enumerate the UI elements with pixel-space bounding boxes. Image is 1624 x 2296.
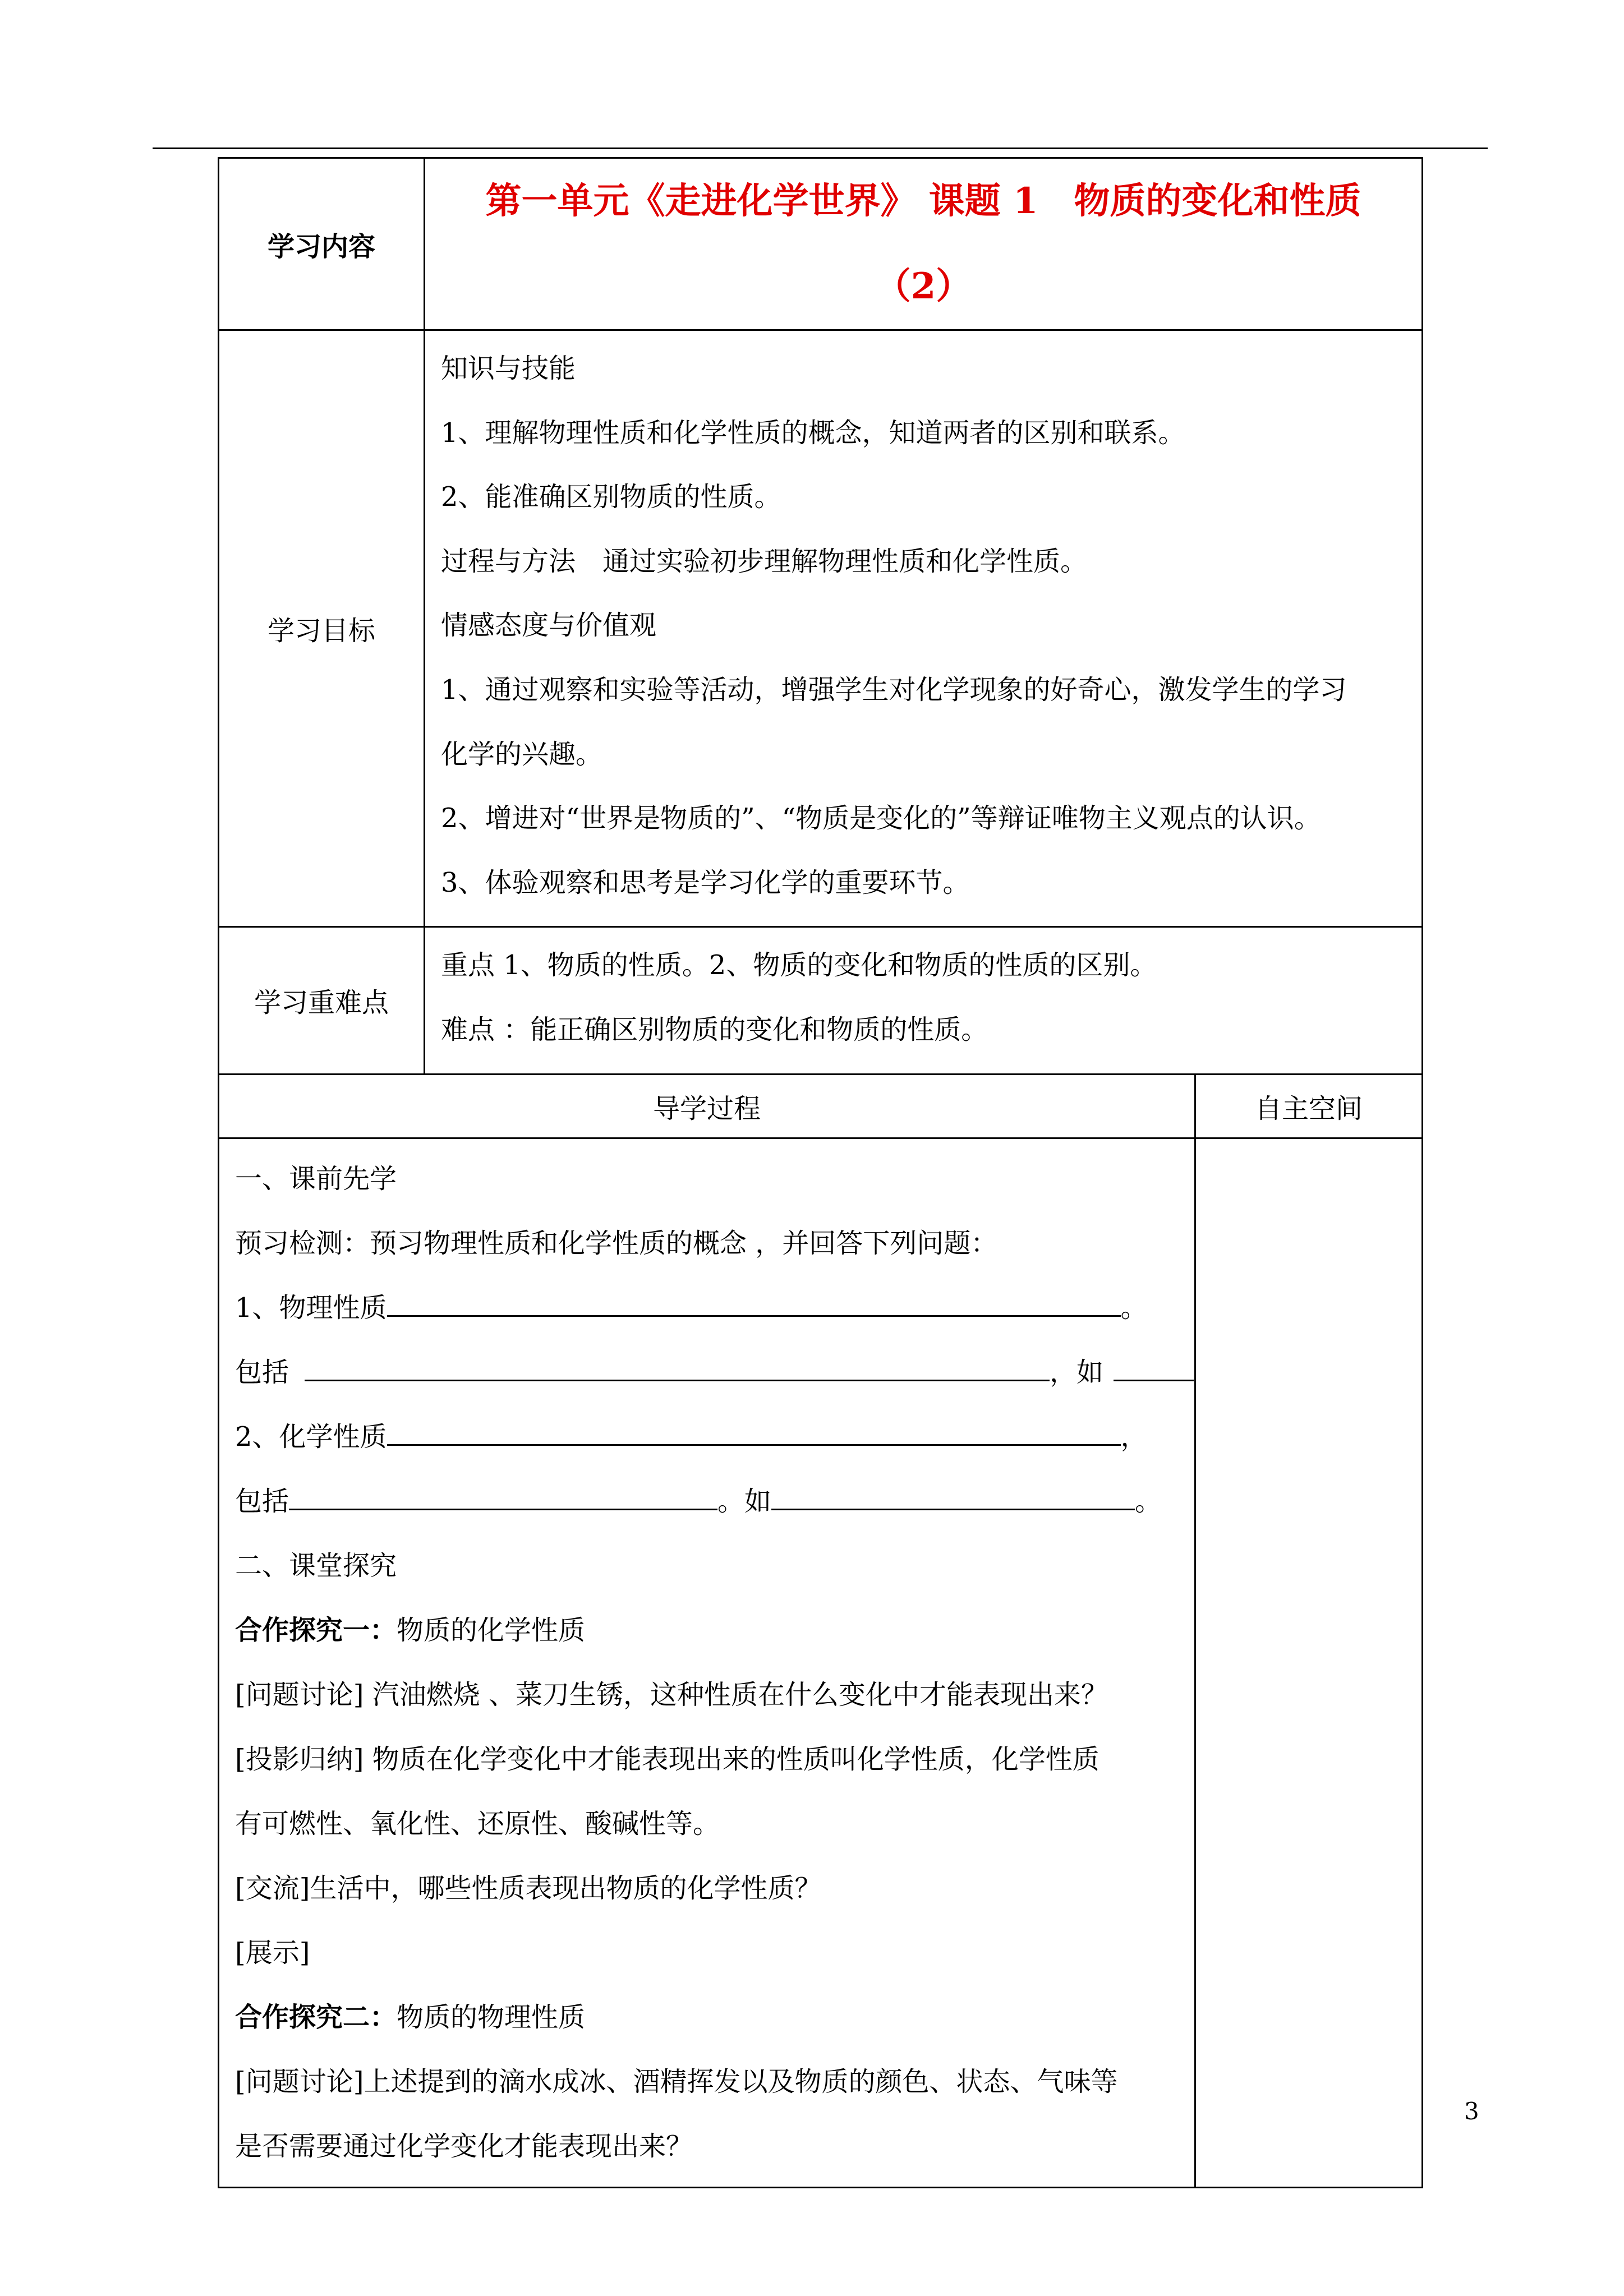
objective-line: 过程与方法 通过实验初步理解物理性质和化学性质。 [441, 545, 1088, 577]
process-header-row [219, 1074, 1423, 1138]
q2-line [235, 1405, 1194, 1469]
key-points-label: 学习重难点 [219, 927, 425, 1074]
q1-include-line [235, 1340, 1194, 1405]
q2-include-line [235, 1469, 1194, 1534]
lesson-title-line2: （2） [875, 265, 972, 307]
discuss1-line: [问题讨论] 汽油燃烧 、菜刀生锈，这种性质在什么变化中才能表现出来？ [235, 1679, 1108, 1711]
coop1-rest: 物质的化学性质 [397, 1614, 586, 1646]
header-rule [153, 147, 1488, 149]
q1-include-blank[interactable] [305, 1353, 1050, 1381]
page-number: 3 [1464, 2097, 1479, 2125]
q2-label: 2、化学性质 [235, 1421, 387, 1453]
objective-line: 情感态度与价值观 [441, 610, 657, 642]
q1-label: 1、物理性质 [235, 1292, 387, 1324]
key-point-line: 重点 1、物质的性质。2、物质的变化和物质的性质的区别。 [441, 949, 1157, 981]
self-space-heading: 自主空间 [1195, 1074, 1423, 1138]
objective-line: 2、能准确区别物质的性质。 [441, 481, 781, 513]
summary1-cont-line: 有可燃性、氧化性、还原性、酸碱性等。 [235, 1808, 720, 1839]
objective-line: 2、增进对“世界是物质的”、“物质是变化的”等辩证唯物主义观点的认识。 [441, 803, 1321, 835]
q1-example-blank[interactable] [1114, 1353, 1194, 1381]
lesson-title [425, 158, 1423, 330]
q2-include-blank[interactable] [289, 1482, 717, 1510]
objective-line: 1、通过观察和实验等活动，增强学生对化学现象的好奇心，激发学生的学习 [441, 674, 1347, 706]
process-row [219, 1138, 1423, 2187]
objective-line: 化学的兴趣。 [441, 738, 603, 770]
coop2-rest: 物质的物理性质 [397, 2001, 586, 2033]
q1-include-label: 包括 [235, 1356, 289, 1388]
objectives-row [219, 330, 1423, 927]
class-heading: 二、课堂探究 [235, 1550, 397, 1582]
guide-process-heading: 导学过程 [219, 1074, 1195, 1138]
key-point-line: 难点 ：能正确区别物质的变化和物质的性质。 [441, 1013, 988, 1045]
objective-line: 1、理解物理性质和化学性质的概念，知道两者的区别和联系。 [441, 417, 1185, 449]
content-row [219, 158, 1423, 330]
preview-prompt: 预习检测：预习物理性质和化学性质的概念 ，并回答下列问题： [235, 1227, 998, 1259]
discuss2-line: [问题讨论]上述提到的滴水成冰、酒精挥发以及物质的颜色、状态、气味等 [235, 2066, 1118, 2097]
q2-tail: 。 [1135, 1485, 1162, 1517]
objectives-content [425, 330, 1423, 927]
objective-line: 知识与技能 [441, 353, 576, 384]
exchange-line: [交流]生活中，哪些性质表现出物质的化学性质？ [235, 1872, 822, 1904]
q2-end: ， [1120, 1421, 1148, 1453]
self-space-area [1195, 1138, 1423, 2187]
objective-line: 3、体验观察和思考是学习化学的重要环节。 [441, 866, 970, 898]
coop1-bold: 合作探究一： [235, 1614, 397, 1646]
key-points-row [219, 927, 1423, 1074]
guide-process-content [219, 1138, 1195, 2187]
q2-include-label: 包括 [235, 1485, 289, 1517]
show-line: [展示] [235, 1937, 310, 1968]
q2-example-blank[interactable] [771, 1482, 1135, 1510]
summary1-line: [投影归纳] 物质在化学变化中才能表现出来的性质叫化学性质，化学性质 [235, 1743, 1099, 1775]
lesson-plan-table [218, 157, 1423, 2188]
q1-blank[interactable] [387, 1288, 1121, 1317]
q2-example-label: 。如 [717, 1485, 772, 1517]
coop2-heading [235, 1985, 1194, 2050]
q1-line [235, 1276, 1194, 1340]
pre-study-heading: 一、课前先学 [235, 1163, 397, 1195]
coop2-bold: 合作探究二： [235, 2001, 397, 2033]
lesson-title-line1: 第一单元《走进化学世界》 课题 1 物质的变化和性质 [485, 180, 1361, 222]
content-label: 学习内容 [219, 158, 425, 330]
discuss2-cont-line: 是否需要通过化学变化才能表现出来？ [235, 2130, 693, 2162]
coop1-heading [235, 1598, 1194, 1663]
q1-end: 。 [1120, 1292, 1148, 1324]
key-points-content [425, 927, 1423, 1074]
q2-blank[interactable] [387, 1417, 1121, 1446]
q1-example-label: ，如 [1050, 1356, 1104, 1388]
objectives-label: 学习目标 [219, 330, 425, 927]
